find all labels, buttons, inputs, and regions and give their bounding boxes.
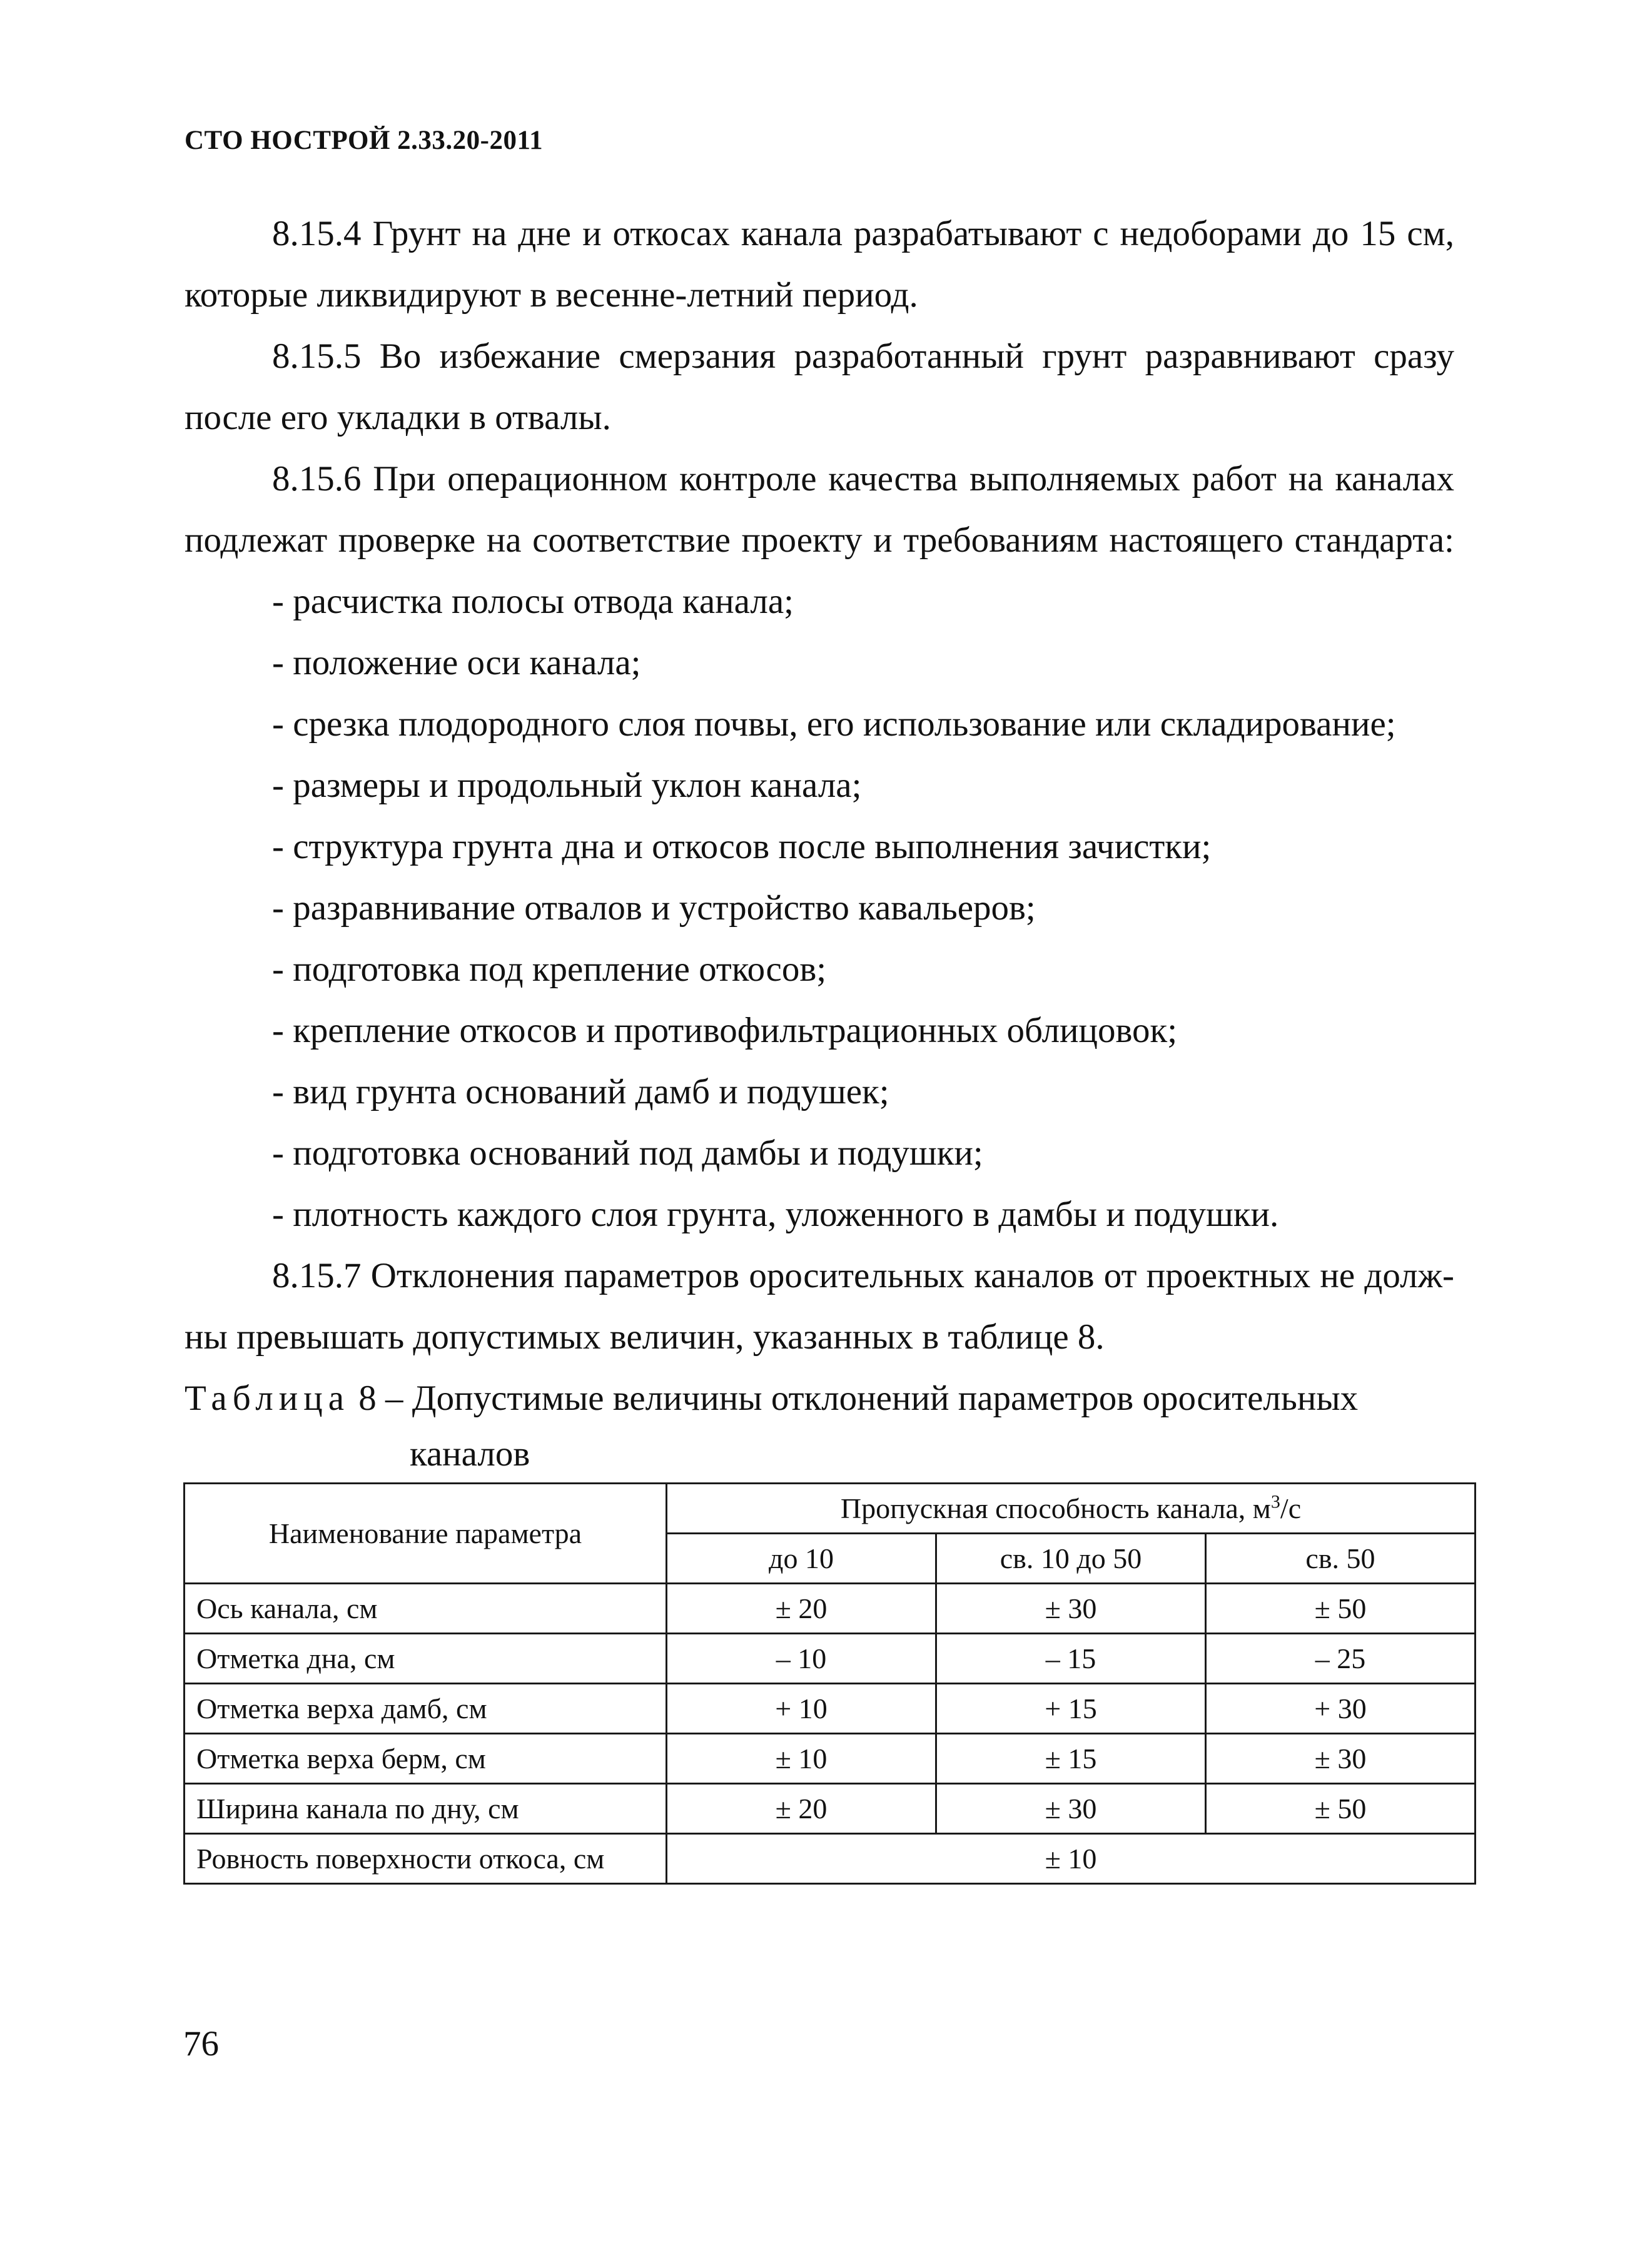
- paragraph-8-15-6-line-1: 8.15.6 При операционном контроле качества выполняемых работ на каналах: [272, 459, 1454, 499]
- row-value: – 10: [667, 1634, 936, 1684]
- row-value: ± 20: [667, 1784, 936, 1834]
- table-caption: [185, 1380, 1358, 1416]
- list-item: - расчистка полосы отвода канала;: [272, 582, 794, 621]
- header-capacity-text: Пропускная способность канала, м: [840, 1492, 1271, 1524]
- header-col-1: до 10: [667, 1534, 936, 1584]
- header-col-2: св. 10 до 50: [936, 1534, 1206, 1584]
- paragraph-8-15-7-line-1: 8.15.7 Отклонения параметров оросительных каналов от проектных не долж-: [272, 1256, 1454, 1295]
- row-value: ± 30: [936, 1584, 1206, 1634]
- table-row: [185, 1834, 1476, 1884]
- row-value: ± 20: [667, 1584, 936, 1634]
- row-name: Отметка дна, см: [185, 1634, 667, 1684]
- document-header: СТО НОСТРОЙ 2.33.20-2011: [185, 126, 544, 155]
- row-name: Ширина канала по дну, см: [185, 1784, 667, 1834]
- table-row: [185, 1784, 1476, 1834]
- list-item: - вид грунта оснований дамб и подушек;: [272, 1072, 889, 1111]
- row-name: Ровность поверхности откоса, см: [185, 1834, 667, 1884]
- list-item: - плотность каждого слоя грунта, уложенного в дамбы и подушки.: [272, 1195, 1279, 1234]
- row-name: Отметка верха берм, см: [185, 1734, 667, 1784]
- paragraph-8-15-5-line-1: 8.15.5 Во избежание смерзания разработанный грунт разравнивают сразу: [272, 337, 1454, 376]
- page-number: 76: [183, 2024, 219, 2063]
- row-value: + 10: [667, 1684, 936, 1734]
- row-value: + 30: [1206, 1684, 1476, 1734]
- table-caption-line-2: каналов: [410, 1434, 530, 1474]
- row-value: ± 30: [1206, 1734, 1476, 1784]
- list-item: - срезка плодородного слоя почвы, его использование или складирование;: [272, 704, 1396, 744]
- list-item: - крепление откосов и противофильтрационных облицовок;: [272, 1011, 1178, 1050]
- table-row: [185, 1684, 1476, 1734]
- row-value: ± 50: [1206, 1784, 1476, 1834]
- list-item: - подготовка оснований под дамбы и подушки;: [272, 1133, 983, 1173]
- list-item: - разравнивание отвалов и устройство кавальеров;: [272, 888, 1036, 928]
- deviation-table: [183, 1482, 1476, 1885]
- row-value: ± 10: [667, 1834, 1476, 1884]
- row-name: Отметка верха дамб, см: [185, 1684, 667, 1734]
- table-row: [185, 1584, 1476, 1634]
- header-capacity-suffix: /с: [1280, 1492, 1302, 1524]
- list-item: - структура грунта дна и откосов после выполнения зачистки;: [272, 827, 1212, 866]
- paragraph-8-15-4-line-1: 8.15.4 Грунт на дне и откосах канала разрабатывают с недоборами до 15 см,: [272, 214, 1454, 253]
- header-capacity-sup: 3: [1270, 1491, 1280, 1512]
- header-parameter-name: Наименование параметра: [185, 1484, 667, 1584]
- paragraph-8-15-4-line-2: которые ликвидируют в весенне-летний период.: [185, 275, 918, 315]
- paragraph-8-15-7-line-2: ны превышать допустимых величин, указанных в таблице 8.: [185, 1317, 1105, 1357]
- row-value: + 15: [936, 1684, 1206, 1734]
- row-value: ± 15: [936, 1734, 1206, 1784]
- list-item: - подготовка под крепление откосов;: [272, 949, 827, 989]
- header-col-3: св. 50: [1206, 1534, 1476, 1584]
- row-value: ± 50: [1206, 1584, 1476, 1634]
- list-item: - положение оси канала;: [272, 643, 641, 682]
- row-value: – 15: [936, 1634, 1206, 1684]
- header-capacity-group: [667, 1484, 1476, 1534]
- table-caption-text: 8 – Допустимые величины отклонений параметров оросительных: [350, 1379, 1359, 1418]
- table-header-row: [185, 1484, 1476, 1534]
- row-value: ± 30: [936, 1784, 1206, 1834]
- row-value: ± 10: [667, 1734, 936, 1784]
- table-row: [185, 1634, 1476, 1684]
- row-value: – 25: [1206, 1634, 1476, 1684]
- row-name: Ось канала, см: [185, 1584, 667, 1634]
- paragraph-8-15-5-line-2: после его укладки в отвалы.: [185, 398, 611, 437]
- paragraph-8-15-6-line-2: подлежат проверке на соответствие проекту и требованиям настоящего стандарта:: [185, 520, 1454, 560]
- list-item: - размеры и продольный уклон канала;: [272, 766, 862, 805]
- table-caption-label: Таблица: [185, 1379, 350, 1418]
- table-row: [185, 1734, 1476, 1784]
